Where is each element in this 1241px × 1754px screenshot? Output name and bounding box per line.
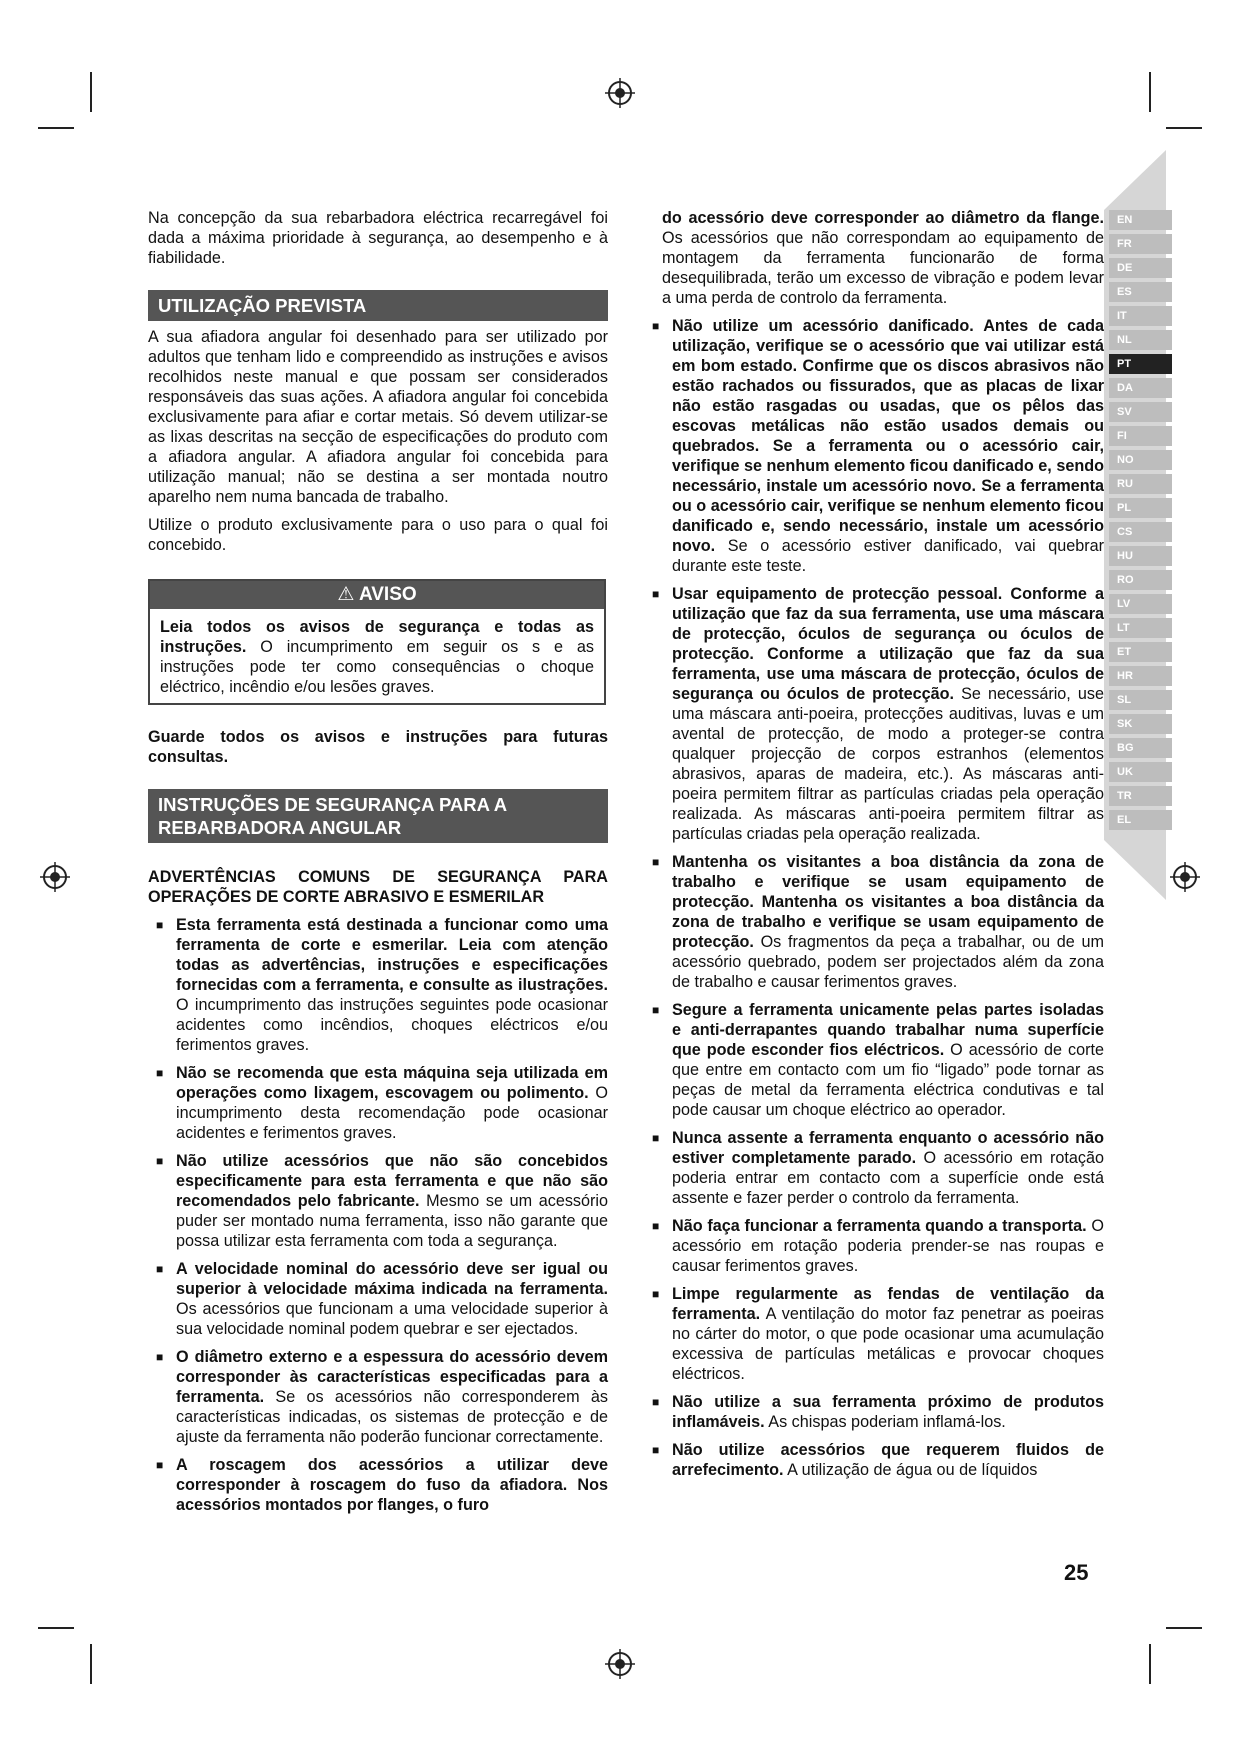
language-tab-lv[interactable]: LV xyxy=(1109,594,1172,614)
subheading-common-warnings: ADVERTÊNCIAS COMUNS DE SEGURANÇA PARA OPERAÇÕES DE CORTE ABRASIVO E ESMERILAR xyxy=(148,868,608,906)
square-bullet-icon: ■ xyxy=(156,1066,164,1080)
registration-mark-icon xyxy=(1170,862,1200,892)
square-bullet-icon: ■ xyxy=(652,319,660,333)
list-item: ■ O diâmetro externo e a espessura do acessório devem corresponder às características especificadas para a ferramenta. Se os acessórios não corresponderem às características indicadas, os sistemas de protecção e de ajuste da ferramenta não poderão funcionar correctamente. xyxy=(156,1348,608,1446)
intended-use-paragraph: A sua afiadora angular foi desenhado para ser utilizado por adultos que tenham lido e compreendido as instruções e avisos recolhidos neste manual e que possam ser considerados responsáveis das suas ações. A afiadora angular foi concebida exclusivamente para afiar e cortar metais. Só devem utilizar-se as lixas descritas na secção de especificações do produto com a afiadora angular. A afiadora angular foi concebida para utilização manual; não se destina a ser montada noutro aparelho nem numa bancada de trabalho. xyxy=(148,328,608,506)
list-item: ■ Usar equipamento de protecção pessoal. Conforme a utilização que faz da sua ferramenta, use uma máscara de protecção, óculos de segurança ou óculos de protecção. Conforme a utilização que faz da sua ferramenta, use uma máscara de protecção, óculos de segurança ou óculos de protecção. Se necessário, use uma máscara anti-poeira, protecções auditivas, luvas e um avental de protecção, de modo a proteger-se contra qualquer projecção de corpos estranhos (elementos abrasivos, aparas de madeira, etc.). As máscaras anti-poeira permitem filtrar as partículas criadas pela operação realizada. As máscaras anti-poeira permitem filtrar as partículas criadas pela operação realizada. xyxy=(652,585,1104,843)
left-warning-list xyxy=(148,915,608,1515)
list-item: ■ Não faça funcionar a ferramenta quando a transporta. O acessório em rotação poderia prender-se nas roupas e causar ferimentos graves. xyxy=(652,1217,1104,1275)
language-tab-ru[interactable]: RU xyxy=(1109,474,1172,494)
square-bullet-icon: ■ xyxy=(652,587,660,601)
crop-mark xyxy=(1149,1644,1151,1684)
registration-mark-icon xyxy=(605,1649,635,1679)
list-item: ■ Limpe regularmente as fendas de ventilação da ferramenta. A ventilação do motor faz penetrar as poeiras no cárter do motor, o que pode ocasionar uma acumulação excessiva de partículas metálicas e provocar choques eléctricos. xyxy=(652,1285,1104,1383)
list-item: ■ Nunca assente a ferramenta enquanto o acessório não estiver completamente parado. O acessório em rotação poderia entrar em contacto com a superfície onde está assente e fazer perder o controlo da ferramenta. xyxy=(652,1129,1104,1207)
list-item: ■ Não se recomenda que esta máquina seja utilizada em operações como lixagem, escovagem ou polimento. O incumprimento desta recomendação pode ocasionar acidentes e ferimentos graves. xyxy=(156,1064,608,1142)
language-tab-fi[interactable]: FI xyxy=(1109,426,1172,446)
crop-mark xyxy=(38,1627,74,1629)
language-tab-es[interactable]: ES xyxy=(1109,282,1172,302)
language-tab-sl[interactable]: SL xyxy=(1109,690,1172,710)
square-bullet-icon: ■ xyxy=(652,1003,660,1017)
list-item: ■ Não utilize um acessório danificado. Antes de cada utilização, verifique se o acessório que vai utilizar está em bom estado. Confirme que os discos abrasivos não estão rachados ou fissurados, que as placas de lixar não estão rasgadas ou usadas, que os pêlos das escovas metálicas não estão usados demais ou quebrados. Se a ferramenta ou o acessório cair, verifique se nenhum elemento ficou danificado e, sendo necessário, instale um acessório novo. Se a ferramenta ou o acessório cair, verifique se nenhum elemento ficou danificado e, sendo necessário, instale um acessório novo. Se o acessório estiver danificado, vai quebrar durante este teste. xyxy=(652,317,1104,575)
language-tab-cs[interactable]: CS xyxy=(1109,522,1172,542)
language-tab-uk[interactable]: UK xyxy=(1109,762,1172,782)
list-item: ■ Não utilize a sua ferramenta próximo de produtos inflamáveis. As chispas poderiam inflamá-los. xyxy=(652,1393,1104,1431)
page-number: 25 xyxy=(1064,1560,1089,1585)
language-tab-fr[interactable]: FR xyxy=(1109,234,1172,254)
square-bullet-icon: ■ xyxy=(156,1458,164,1472)
language-tab-pl[interactable]: PL xyxy=(1109,498,1172,518)
registration-mark-icon xyxy=(40,862,70,892)
list-item: ■ Não utilize acessórios que requerem fluidos de arrefecimento. A utilização de água ou de líquidos xyxy=(652,1441,1104,1479)
square-bullet-icon: ■ xyxy=(156,918,164,932)
square-bullet-icon: ■ xyxy=(652,1395,660,1409)
language-tabs xyxy=(1104,150,1166,900)
square-bullet-icon: ■ xyxy=(652,1219,660,1233)
language-tab-tr[interactable]: TR xyxy=(1109,786,1172,806)
square-bullet-icon: ■ xyxy=(652,1131,660,1145)
language-tab-nl[interactable]: NL xyxy=(1109,330,1172,350)
list-item: ■ Segure a ferramenta unicamente pelas partes isoladas e anti-derrapantes quando trabalhar numa superfície que pode esconder fios eléctricos. O acessório de corte que entre em contacto com um fio “ligado” pode tornar as peças de metal da ferramenta eléctrica condutivas e tal pode causar um choque eléctrico ao operador. xyxy=(652,1001,1104,1119)
language-tab-pt[interactable]: PT xyxy=(1109,354,1172,374)
list-item: ■ Esta ferramenta está destinada a funcionar como uma ferramenta de corte e esmerilar. Leia com atenção todas as advertências, instruções e especificações fornecidas com a ferramenta, e consulte as ilustrações. O incumprimento das instruções seguintes pode ocasionar acidentes como incêndios, choques eléctricos e/ou ferimentos graves. xyxy=(156,916,608,1054)
square-bullet-icon: ■ xyxy=(652,1443,660,1457)
square-bullet-icon: ■ xyxy=(652,855,660,869)
crop-mark xyxy=(90,72,92,112)
square-bullet-icon: ■ xyxy=(156,1154,164,1168)
list-item: ■ A roscagem dos acessórios a utilizar deve corresponder à roscagem do fuso da afiadora. Nos acessórios montados por flanges, o furo xyxy=(156,1456,608,1514)
crop-mark xyxy=(1166,1627,1202,1629)
square-bullet-icon: ■ xyxy=(156,1262,164,1276)
language-tab-ro[interactable]: RO xyxy=(1109,570,1172,590)
language-tab-et[interactable]: ET xyxy=(1109,642,1172,662)
language-tab-lt[interactable]: LT xyxy=(1109,618,1172,638)
left-column xyxy=(148,208,608,1523)
right-warning-list xyxy=(652,316,1104,1480)
crop-mark xyxy=(1166,127,1202,129)
warning-title: ⚠ AVISO xyxy=(150,581,604,609)
language-tab-sv[interactable]: SV xyxy=(1109,402,1172,422)
square-bullet-icon: ■ xyxy=(156,1350,164,1364)
crop-mark xyxy=(38,127,74,129)
warning-box xyxy=(148,579,606,705)
language-tab-hr[interactable]: HR xyxy=(1109,666,1172,686)
language-tab-da[interactable]: DA xyxy=(1109,378,1172,398)
language-tab-el[interactable]: EL xyxy=(1109,810,1172,830)
section-heading-intended-use: UTILIZAÇÃO PREVISTA xyxy=(148,290,608,321)
intended-use-paragraph-2: Utilize o produto exclusivamente para o uso para o qual foi concebido. xyxy=(148,516,608,554)
registration-mark-icon xyxy=(605,78,635,108)
warning-text: Leia todos os avisos de segurança e todas as instruções. O incumprimento em seguir os s e as instruções pode ter como consequências o choque eléctrico, incêndio e/ou lesões graves. xyxy=(160,618,594,696)
section-heading-safety: INSTRUÇÕES DE SEGURANÇA PARA A REBARBADORA ANGULAR xyxy=(148,789,608,843)
right-column xyxy=(652,208,1104,1488)
list-item: ■ Não utilize acessórios que não são concebidos especificamente para esta ferramenta e que não são recomendados pelo fabricante. Mesmo se um acessório puder ser montado numa ferramenta, isso não garante que possa utilizar esta ferramenta com toda a segurança. xyxy=(156,1152,608,1250)
crop-mark xyxy=(1149,72,1151,112)
keep-instructions-note: Guarde todos os avisos e instruções para futuras consultas. xyxy=(148,728,608,766)
continued-paragraph: do acessório deve corresponder ao diâmetro da flange. Os acessórios que não correspondam ao equipamento de montagem da ferramenta funcionarão de forma desequilibrada, terão um excesso de vibração e podem levar a uma perda de controlo da ferramenta. xyxy=(662,209,1104,307)
language-tab-hu[interactable]: HU xyxy=(1109,546,1172,566)
language-tab-sk[interactable]: SK xyxy=(1109,714,1172,734)
list-item: ■ A velocidade nominal do acessório deve ser igual ou superior à velocidade máxima indicada na ferramenta. Os acessórios que funcionam a uma velocidade superior à sua velocidade nominal podem quebrar e ser ejectados. xyxy=(156,1260,608,1338)
list-item: ■ Mantenha os visitantes a boa distância da zona de trabalho e verifique se usam equipamento de protecção. Mantenha os visitantes a boa distância da zona de trabalho e verifique se usam equipamento de protecção. Os fragmentos da peça a trabalhar, ou de um acessório quebrado, podem ser projectados além da zona de trabalho e causar ferimentos graves. xyxy=(652,853,1104,991)
language-tab-bg[interactable]: BG xyxy=(1109,738,1172,758)
language-tab-no[interactable]: NO xyxy=(1109,450,1172,470)
language-tab-en[interactable]: EN xyxy=(1109,210,1172,230)
crop-mark xyxy=(90,1644,92,1684)
language-tab-de[interactable]: DE xyxy=(1109,258,1172,278)
square-bullet-icon: ■ xyxy=(652,1287,660,1301)
intro-paragraph: Na concepção da sua rebarbadora eléctrica recarregável foi dada a máxima prioridade à segurança, ao desempenho e à fiabilidade. xyxy=(148,209,608,267)
language-tab-it[interactable]: IT xyxy=(1109,306,1172,326)
warning-triangle-icon: ⚠ xyxy=(337,584,355,605)
